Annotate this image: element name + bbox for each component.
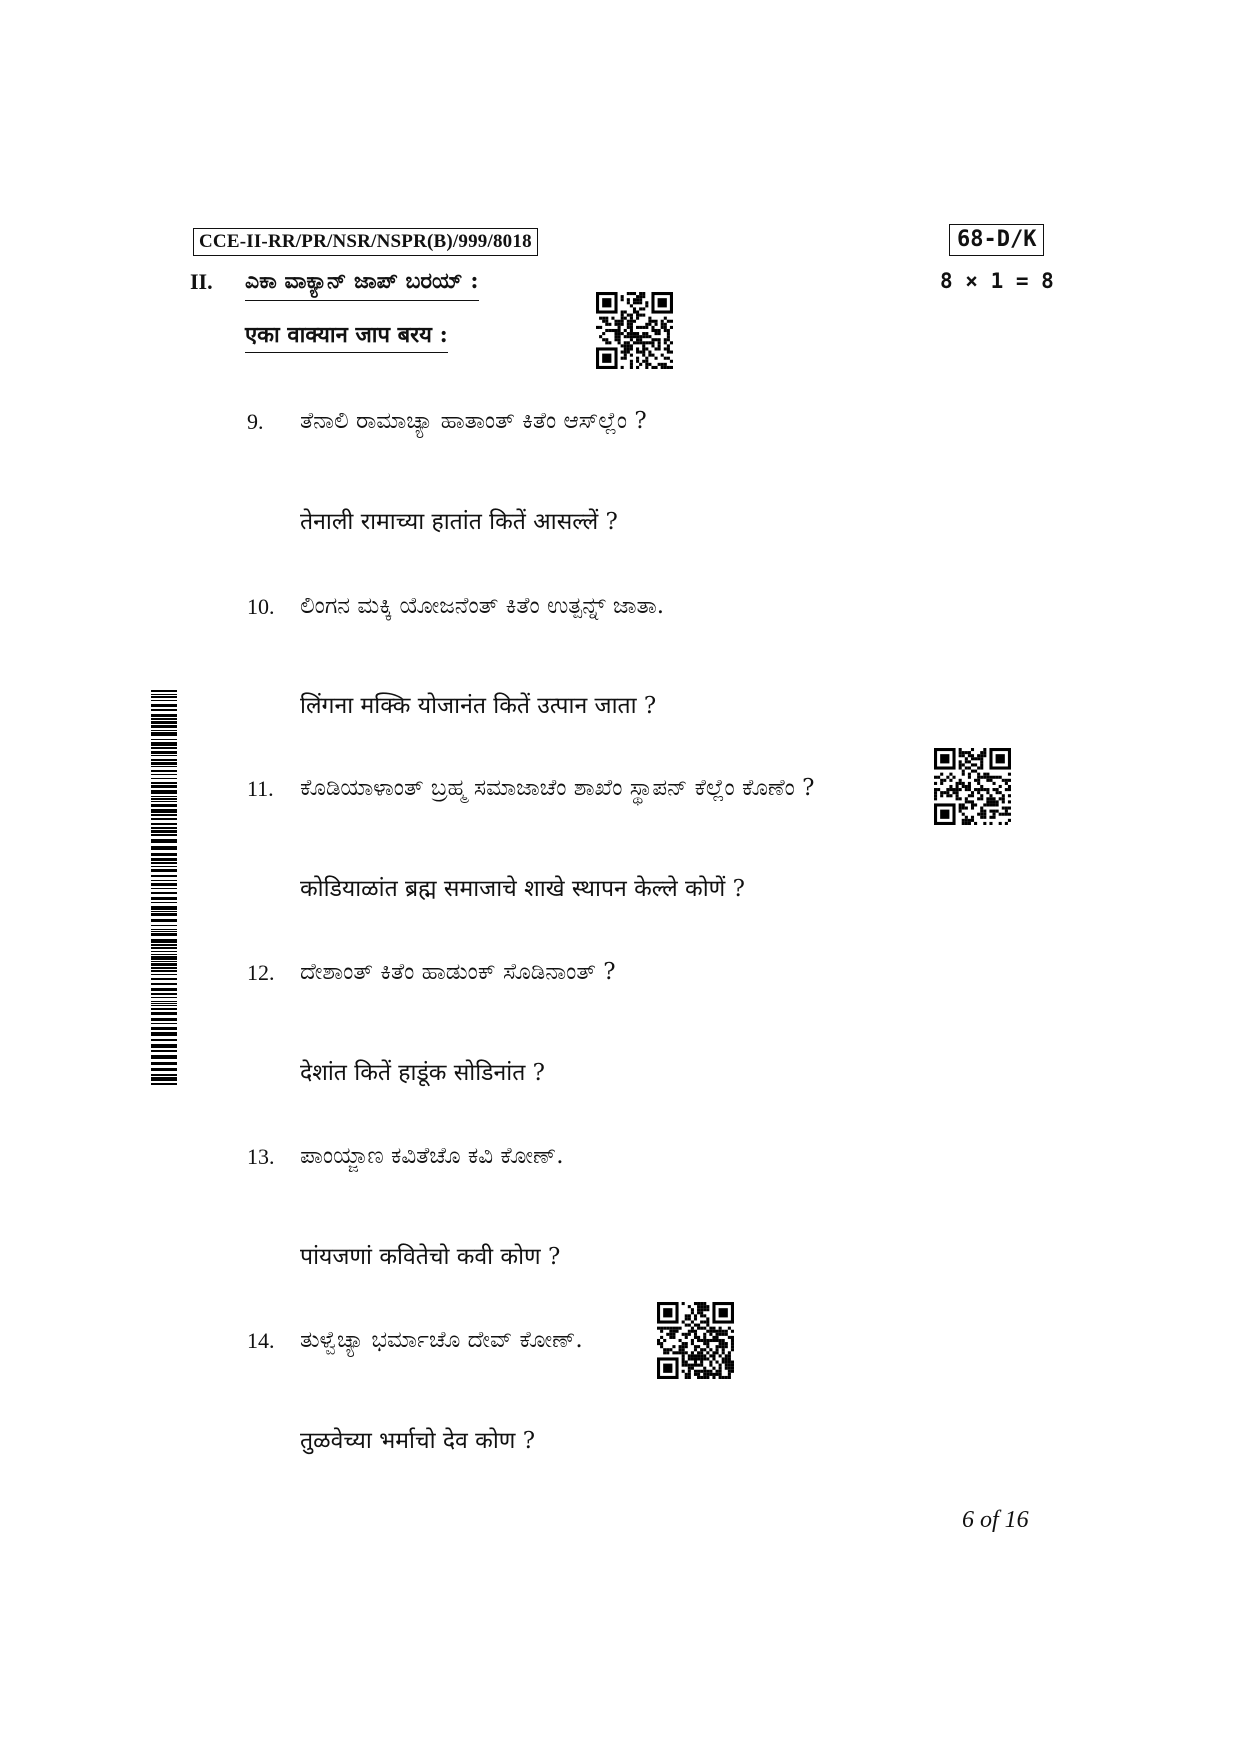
question-text-devanagari: पांयजणां कवितेचो कवी कोण ? (300, 1244, 561, 1270)
qr-code-icon (657, 1302, 734, 1379)
question-text-devanagari: लिंगना मक्कि योजानंत कितें उत्पान जाता ? (300, 693, 657, 719)
qr-code-icon (934, 748, 1011, 825)
question-number: 11. (247, 776, 274, 801)
question-text-kannada: ದೇಶಾಂತ್ ಕಿತೆಂ ಹಾಡುಂಕ್ ಸೊಡಿನಾಂತ್ ? (300, 959, 616, 985)
exam-code: CCE-II-RR/PR/NSR/NSPR(B)/999/8018 (193, 228, 538, 256)
instruction-kannada: ಎಕಾ ವಾಕ್ಯಾನ್ ಜಾಪ್ ಬರಯ್ : (245, 268, 479, 301)
section-number: II. (190, 269, 213, 294)
question-text-kannada: ತೆನಾಲಿ ರಾಮಾಚ್ಯಾ ಹಾತಾಂತ್ ಕಿತೆಂ ಆಸ್‌ಲ್ಲೆಂ ? (300, 408, 647, 434)
question-text-devanagari: तेनाली रामाच्या हातांत कितें आसल्लें ? (300, 509, 618, 535)
question-text-devanagari: कोडियाळांत ब्रह्म समाजाचे शाखे स्थापन केल्ले कोणें ? (300, 876, 745, 902)
instruction-devanagari: एका वाक्यान जाप बरय : (245, 319, 448, 353)
question-text-devanagari: तुळवेच्या भर्माचो देव कोण ? (300, 1428, 536, 1454)
paper-code: 68-D/K (949, 224, 1044, 256)
question-text-kannada: ಪಾಂಯ್ಜಾಣ ಕವಿತೆಚೊ ಕವಿ ಕೋಣ್. (300, 1143, 564, 1169)
question-number: 13. (247, 1144, 275, 1169)
question-text-kannada: ಕೊಡಿಯಾಳಾಂತ್ ಬ್ರಹ್ಮ ಸಮಾಜಾಚೆಂ ಶಾಖೆಂ ಸ್ಥಾಪನ್ ಕೆಲ್ಲೆಂ ಕೊಣೆಂ ? (300, 775, 815, 801)
question-number: 12. (247, 960, 275, 985)
barcode-icon (151, 690, 177, 1085)
question-text-kannada: ಲಿಂಗನ ಮಕ್ಕಿ ಯೋಜನೆಂತ್ ಕಿತೆಂ ಉತ್ಪನ್ನ್ ಜಾತಾ. (300, 593, 665, 619)
page-number: 6 of 16 (962, 1507, 1029, 1533)
question-text-devanagari: देशांत कितें हाडूंक सोडिनांत ? (300, 1060, 545, 1086)
marks-scheme: 8 × 1 = 8 (940, 269, 1054, 293)
question-text-kannada: ತುಳ್ವೆಚ್ಯಾ ಭರ್ಮಾಚೊ ದೇವ್ ಕೋಣ್. (300, 1327, 583, 1353)
question-number: 14. (247, 1328, 275, 1353)
qr-code-icon (596, 292, 673, 369)
question-number: 10. (247, 594, 275, 619)
question-number: 9. (247, 409, 264, 434)
